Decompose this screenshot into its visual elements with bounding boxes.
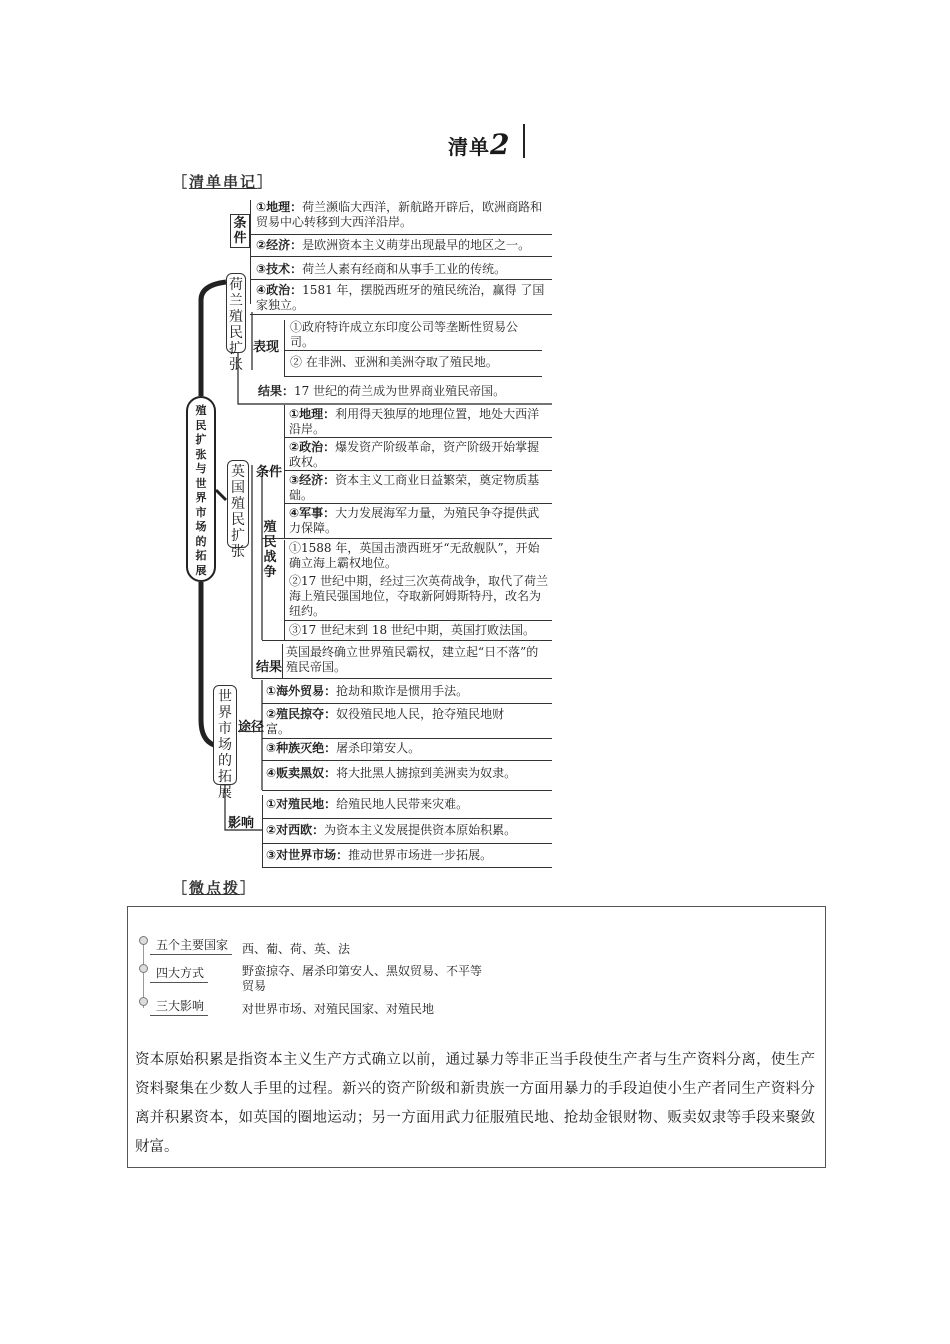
britain-wars-label: 殖民战争: [263, 520, 277, 580]
divider: [262, 818, 552, 819]
branch-world-market-label: 世界市场的拓展: [218, 689, 232, 801]
world-market-way-1: [266, 684, 546, 699]
britain-war-3: ③17 世纪末到 18 世纪中期，英国打败法国。: [289, 623, 535, 637]
condition-text: 资本主义工商业日益繁荣，奠定物质基础。: [289, 473, 540, 502]
britain-condition-3: [289, 473, 544, 503]
tips-label-text: 微点拨: [189, 879, 241, 897]
way-text: 将大批黑人掳掠到美洲卖为奴隶。: [336, 766, 517, 780]
condition-key: ①地理：: [256, 200, 303, 214]
tip-text-2: 野蛮掠夺、屠杀印第安人、黑奴贸易、不平等贸易: [242, 964, 483, 993]
condition-key: ①地理：: [289, 407, 336, 421]
netherlands-condition-3: [256, 262, 552, 277]
divider: [284, 470, 552, 471]
result-label: 结果：: [258, 384, 295, 398]
way-text: 抢劫和欺诈是惯用手法。: [336, 684, 469, 698]
condition-key: ④军事：: [289, 506, 336, 520]
netherlands-condition-1: [256, 200, 552, 230]
divider: [250, 314, 552, 315]
condition-text: 荷兰人素有经商和从事手工业的传统。: [302, 262, 507, 276]
condition-text: 利用得天独厚的地理位置，地处大西洋沿岸。: [289, 407, 540, 436]
ways-connector: [238, 731, 262, 732]
section-label-tips: ［微点拨］: [172, 879, 258, 897]
divider: [284, 376, 542, 377]
netherlands-result: [258, 384, 558, 399]
netherlands-conditions-bracket: [250, 200, 251, 304]
tips-paragraph: 资本原始积累是指资本主义生产方式确立以前，通过暴力等非正当手段使生产者与生产资料分离，使生产资料聚集在少数人手里的过程。新兴的资产阶级和新贵族一方面用暴力的手段迫使小生产者同生产资料分离并积累资本，如英国的圈地运动；另一方面用武力征服殖民地、抢劫金银财物、贩卖奴隶等手段来聚敛财富。: [135, 1052, 815, 1155]
britain-condition-4: [289, 506, 551, 536]
condition-text: 爆发资产阶级革命，资产阶级开始掌握政权。: [289, 440, 540, 469]
divider: [284, 350, 542, 351]
netherlands-performance-label: 表现: [253, 340, 280, 355]
section-label-list: ［清单串记］: [172, 173, 275, 191]
divider: [250, 256, 552, 257]
title-text: 清单: [448, 135, 490, 159]
netherlands-performance-1: ①政府特许成立东印度公司等垄断性贸易公司。: [290, 320, 519, 349]
branch-world-market: [213, 685, 237, 801]
divider: [262, 843, 552, 844]
way-key: ③种族灭绝：: [266, 741, 337, 755]
mindmap-center-node: [186, 396, 216, 582]
britain-war-2: ②17 世纪中期，经过三次英荷战争，取代了荷兰海上殖民强国地位，夺取新阿姆斯特丹，改名为纽约。: [289, 574, 549, 618]
divider: [262, 867, 552, 868]
divider: [284, 437, 552, 438]
impact-key: ③对世界市场：: [266, 848, 349, 862]
bullet-dot-icon: [139, 964, 148, 973]
impact-bracket: [262, 795, 263, 867]
title-number: 2: [490, 128, 511, 161]
divider: [262, 538, 552, 539]
center-node-text: 殖民扩张与世界市场的拓展: [195, 404, 207, 577]
divider: [262, 760, 552, 761]
tip-tag-2: 四大方式: [150, 964, 208, 983]
condition-key: ④政治：: [256, 283, 303, 297]
divider: [250, 279, 552, 280]
condition-key: ②政治：: [289, 440, 336, 454]
condition-text: 1581 年，摆脱西班牙的殖民统治，赢得 了国家独立。: [256, 283, 545, 312]
tip-tag-3: 三大影响: [150, 997, 208, 1016]
britain-condition-1: [289, 407, 544, 437]
brace-britain: [216, 490, 226, 500]
impact-key: ①对殖民地：: [266, 797, 337, 811]
performance-bracket: [284, 320, 285, 376]
impact-text: 为资本主义发展提供资本原始积累。: [324, 823, 517, 837]
bullet-dot-icon: [139, 997, 148, 1006]
condition-key: ③经济：: [289, 473, 336, 487]
impact-text: 推动世界市场进一步拓展。: [348, 848, 493, 862]
condition-text: 荷兰濒临大西洋，新航路开辟后，欧洲商路和贸易中心转移到大西洋沿岸。: [256, 200, 543, 229]
tip-text-1: 西、葡、荷、英、法: [242, 942, 351, 956]
bullet-dot-icon: [139, 936, 148, 945]
divider: [284, 620, 552, 621]
way-key: ①海外贸易：: [266, 684, 337, 698]
way-text: 奴役殖民地人民，抢夺殖民地财富。: [266, 707, 505, 736]
britain-conditions-bracket: [284, 405, 285, 539]
condition-key: ②经济：: [256, 238, 303, 252]
divider: [262, 640, 552, 641]
netherlands-condition-4: [256, 283, 552, 313]
netherlands-performance-2: ② 在非洲、亚洲和美洲夺取了殖民地。: [290, 355, 498, 369]
divider: [250, 234, 552, 235]
way-key: ②殖民掠夺：: [266, 707, 337, 721]
divider: [284, 503, 552, 504]
netherlands-conditions-label: 条件: [230, 214, 250, 248]
world-market-ways-label: 途径: [238, 720, 265, 735]
result-text: 17 世纪的荷兰成为世界商业殖民帝国。: [294, 384, 506, 398]
world-market-impact-3: [266, 848, 554, 863]
divider: [262, 738, 552, 739]
tip-text-3: 对世界市场、对殖民国家、对殖民地: [242, 1002, 435, 1016]
list-label-text: 清单串记: [189, 173, 258, 191]
britain-result-label: 结果: [256, 660, 283, 675]
britain-condition-2: [289, 440, 549, 470]
britain-war-1: ①1588 年，英国击溃西班牙“无敌舰队”，开始确立海上霸权地位。: [289, 541, 540, 570]
world-market-impact-2: [266, 823, 554, 838]
world-market-way-2: [266, 707, 526, 737]
brace-netherlands: [201, 282, 226, 396]
branch-britain: [227, 460, 249, 560]
condition-key: ③技术：: [256, 262, 303, 276]
result-bracket: [282, 644, 283, 678]
divider: [262, 703, 552, 704]
tip-tag-1: 五个主要国家: [150, 936, 232, 955]
way-key: ④贩卖黑奴：: [266, 766, 337, 780]
branch-netherlands-label: 荷兰殖民扩张: [229, 277, 243, 373]
world-market-way-3: [266, 741, 546, 756]
branch-britain-label: 英国殖民扩张: [231, 464, 245, 560]
wars-bracket: [284, 540, 285, 640]
world-market-impact-1: [266, 797, 546, 812]
way-text: 屠杀印第安人。: [336, 741, 421, 755]
netherlands-condition-2: [256, 238, 556, 253]
condition-text: 是欧洲资本主义萌芽出现最早的地区之一。: [302, 238, 531, 252]
condition-text: 大力发展海军力量，为殖民争夺提供武力保障。: [289, 506, 540, 535]
branch-netherlands: [226, 273, 246, 373]
impact-text: 给殖民地人民带来灾难。: [336, 797, 469, 811]
britain-result: 英国最终确立世界殖民霸权，建立起“日不落”的殖民帝国。: [286, 645, 539, 674]
world-market-impact-label: 影响: [228, 816, 255, 831]
divider: [262, 790, 552, 791]
divider: [252, 678, 552, 679]
britain-conditions-label: 条件: [256, 465, 283, 480]
world-market-way-4: [266, 766, 554, 781]
impact-key: ②对西欧：: [266, 823, 325, 837]
